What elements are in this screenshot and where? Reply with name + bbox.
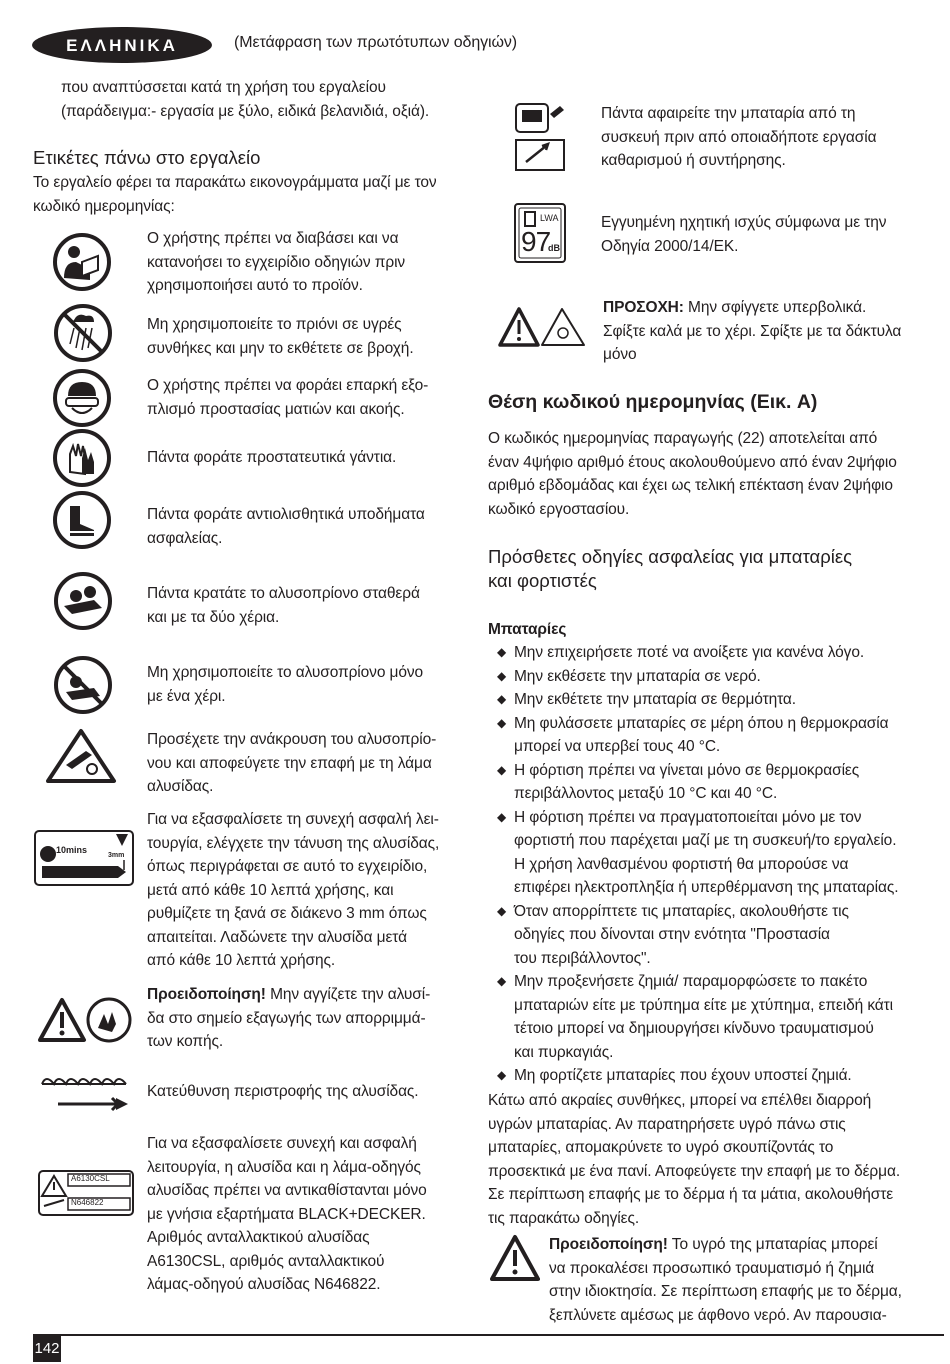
chain-part-number: A6130CSL (71, 1174, 110, 1183)
text-line: τέτοιο μπορεί να δημιουργήσει κίνδυνο τραυματισμού (514, 1020, 874, 1037)
list-item (488, 712, 928, 759)
icon-description (147, 503, 425, 550)
list-item (488, 641, 928, 665)
caution-tighten-icon (498, 305, 586, 349)
text-fragment: Μην αγγίζετε την αλυσί- (265, 986, 431, 1003)
kickback-warning-icon (44, 727, 118, 785)
text-line: λάμας-οδηγού αλυσίδας N646822. (147, 1276, 381, 1293)
footer-rule (33, 1334, 944, 1336)
text-line: συσκευή πριν από οποιαδήποτε εργασία (601, 128, 877, 146)
text-line: ασφαλείας. (147, 529, 223, 547)
text-line: όπως περιγράφεται σε αυτό το εγχειρίδιο, (147, 858, 428, 875)
heading-line: Πρόσθετες οδηγίες ασφαλείας για μπαταρίες (488, 546, 853, 567)
text-line: φορτιστή που παρέχεται μαζί με τη συσκευή/το εργαλείο. (514, 832, 897, 849)
replacement-parts-icon (38, 1170, 134, 1216)
text-line: ξεπλύνετε αμέσως με άφθονο νερό. Αν παρουσια- (549, 1306, 887, 1324)
icon-description (147, 1080, 419, 1104)
text-line: ◆ Μην προξενήσετε ζημιά/ παραμορφώσετε το πακέτο (514, 973, 868, 990)
icon-description (147, 582, 420, 629)
date-code-heading: Θέση κωδικού ημερομηνίας (Εικ. A) (488, 391, 818, 413)
text-line: Μη χρησιμοποιείτε το πριόνι σε υγρές (147, 316, 402, 333)
text-line: μπορεί να υπερβεί τους 40 °C. (514, 738, 721, 755)
text-line: ◆ Μη φυλάσσετε μπαταρίες σε μέρη όπου η θερμοκρασία (514, 714, 889, 732)
text-line: ◆ Όταν απορρίπτετε τις μπαταρίες, ακολουθήστε τις (514, 902, 849, 920)
text-line: έναν 4ψήφιο αριθμό έτους ακολουθούμενο από έναν 2ψήφιο (488, 453, 897, 471)
text-line: Κάτω από ακραίες συνθήκες, μπορεί να επέλθει διαρροή (488, 1092, 872, 1109)
icon-description (147, 227, 405, 298)
list-item (488, 665, 928, 689)
text-line: Πάντα φοράτε προστατευτικά γάντια. (147, 449, 397, 466)
heading-line: και φορτιστές (488, 570, 597, 591)
text-line: στην ιδιοκτησία. Σε περίπτωση επαφής με το δέρμα, (549, 1283, 902, 1300)
text-line: Πάντα αφαιρείτε την μπαταρία από τη (601, 105, 856, 122)
text-line (549, 1233, 902, 1257)
lwa-label: LWA (540, 213, 559, 223)
text-line: Ο χρήστης πρέπει να διαβάσει και να (147, 230, 399, 247)
text-line: απαιτείται. Λαδώνετε την αλυσίδα μετά (147, 928, 407, 946)
eye-ear-protection-icon (52, 368, 112, 428)
text-line: Κατεύθυνση περιστροφής της αλυσίδας. (147, 1083, 419, 1100)
labels-heading: Ετικέτες πάνω στο εργαλείο (33, 147, 261, 168)
text-line: με ένα χέρι. (147, 687, 226, 705)
text-line: υγρών μπαταρίας. Αν παρατηρήσετε υγρό πάνω στις (488, 1115, 846, 1133)
remove-battery-icon (512, 100, 568, 172)
sound-value: 97 (521, 226, 551, 257)
text-line: νου και αποφεύγετε την επαφή με τη λάμα (147, 754, 432, 772)
icon-description (147, 446, 396, 470)
icon-description (603, 296, 901, 367)
bar-part-number: N646822 (71, 1198, 104, 1207)
text-line: από κάθε 10 λεπτά χρήσης. (147, 952, 336, 969)
text-line: Σε περίπτωση επαφής με το δέρμα ή τα μάτια, ακολουθήστε (488, 1186, 894, 1203)
chain-tension-icon (34, 830, 134, 886)
text-line: δα στο σημείο εξαγωγής των απορριμμά- (147, 1009, 426, 1027)
text-line: ◆ Μην επιχειρήσετε ποτέ να ανοίξετε για κανένα λόγο. (514, 644, 865, 661)
text-line: Ο χρήστης πρέπει να φοράει επαρκή εξο- (147, 377, 429, 394)
gap-label: 3mm (108, 852, 125, 859)
text-line: να προκαλέσει προσωπικό τραυματισμό ή ζημιά (549, 1259, 875, 1277)
text-line: οδηγίες που δίνονται στην ενότητα "Προστασία (514, 926, 830, 943)
text-line: μόνο (603, 346, 637, 363)
icon-description (147, 661, 423, 708)
icon-description (601, 102, 876, 173)
text-line: ◆ Μην εκθέσετε την μπαταρία σε νερό. (514, 667, 761, 685)
safety-boots-icon (52, 490, 112, 550)
no-rain-icon (52, 302, 114, 364)
sound-power-icon (513, 202, 567, 264)
text-line: ◆ Μην εκθέτετε την μπαταρία σε θερμότητα. (514, 691, 796, 708)
text-line: και με τα δύο χέρια. (147, 608, 280, 626)
text-line: πλισμό προστασίας ματιών και ακοής. (147, 400, 405, 418)
text-line: Η χρήση λανθασμένου φορτιστή θα μπορούσε να (514, 855, 849, 873)
text-line: των κοπής. (147, 1033, 224, 1050)
text-line: ◆ Η φόρτιση πρέπει να γίνεται μόνο σε θερμοκρασίες (514, 761, 860, 779)
text-line: Σφίξτε καλά με το χέρι. Σφίξτε με τα δάκτυλα (603, 322, 902, 340)
text-line: Ο κωδικός ημερομηνίας παραγωγής (22) αποτελείται από (488, 430, 878, 447)
icon-description (147, 374, 428, 421)
labels-intro (33, 171, 437, 218)
text-line: συνθήκες και μην το εκθέτετε σε βροχή. (147, 339, 414, 357)
text-line: κατανοήσει το εγχειρίδιο οδηγιών πριν (147, 253, 406, 271)
date-code-text (488, 427, 897, 521)
text-line: και πυρκαγιάς. (514, 1043, 614, 1061)
chain-direction-icon (38, 1068, 136, 1114)
battery-heading (488, 545, 852, 593)
two-hands-icon (52, 570, 114, 632)
list-item (488, 759, 928, 806)
text-line: χρησιμοποιήσει αυτό το προϊόν. (147, 277, 363, 294)
text-line: προσεκτικά με ένα πανί. Αποφεύγετε την επαφή με το δέρμα. (488, 1162, 901, 1180)
text-line (147, 983, 430, 1007)
text-line: λειτουργία, η αλυσίδα και η λάμα-οδηγός (147, 1158, 421, 1176)
gloves-icon (52, 428, 112, 488)
caution-label: ΠΡΟΣΟΧΗ: (603, 299, 684, 316)
text-line: Πάντα φοράτε αντιολισθητικά υποδήματα (147, 506, 425, 523)
warning-label: Προειδοποίηση! (549, 1236, 668, 1253)
list-item (488, 806, 928, 900)
text-line: μπαταριών είτε με τρύπημα είτε με χτύπημα, επειδή κάτι (514, 996, 894, 1014)
text-line: με γνήσια εξαρτήματα BLACK+DECKER. (147, 1205, 426, 1223)
battery-fluid-warning (549, 1233, 902, 1327)
language-label: ΕΛΛΗΝΙΚΑ (66, 36, 178, 55)
text-line: Πάντα κρατάτε το αλυσοπρίονο σταθερά (147, 585, 420, 602)
text-line (603, 296, 901, 320)
text-line: κωδικό εργοστασίου. (488, 500, 630, 518)
text-line: τουργία, ελέγχετε την τάνυση της αλυσίδας, (147, 834, 440, 852)
sound-unit: dB (548, 243, 560, 253)
text-line: αριθμό εβδομάδας και έχει ως τελική επέκταση έναν 2ψήφιο (488, 477, 893, 494)
text-line: Αριθμός ανταλλακτικού αλυσίδας (147, 1229, 370, 1246)
page-number: 142 (33, 1334, 61, 1362)
text-line: περιβάλλοντος μεταξύ 10 °C και 40 °C. (514, 785, 778, 802)
text-line: ◆ Μη φορτίζετε μπαταρίες που έχουν υποστεί ζημιά. (514, 1067, 852, 1084)
list-item (488, 970, 928, 1064)
icon-description (147, 1132, 427, 1297)
text-line: Για να εξασφαλίσετε συνεχή και ασφαλή (147, 1135, 417, 1152)
text-line: που αναπτύσσεται κατά τη χρήση του εργαλείου (61, 79, 386, 96)
text-line: Προσέχετε την ανάκρουση του αλυσοπρίο- (147, 731, 437, 748)
battery-safety-list (488, 641, 928, 1088)
text-line: αλυσίδας πρέπει να αντικαθίστανται μόνο (147, 1182, 427, 1199)
batteries-subheading: Μπαταρίες (488, 621, 567, 638)
text-line: ◆ Η φόρτιση πρέπει να πραγματοποιείται μόνο με τον (514, 808, 862, 826)
text-line: A6130CSL, αριθμός ανταλλακτικού (147, 1252, 385, 1270)
no-one-hand-icon (52, 654, 114, 716)
read-manual-icon (52, 232, 112, 292)
text-fragment: Το υγρό της μπαταρίας μπορεί (667, 1236, 878, 1253)
interval-label: 10mins (56, 845, 88, 855)
icon-description (601, 211, 886, 258)
intro-text (61, 76, 429, 123)
text-line: Εγγυημένη ηχητική ισχύς σύμφωνα με την (601, 214, 887, 231)
icon-description (147, 313, 414, 360)
icon-description (147, 728, 436, 799)
text-line: ρυθμίζετε τη ξανά σε διάκενο 3 mm όπως (147, 905, 427, 922)
list-item (488, 1064, 928, 1088)
text-line: (παράδειγμα:- εργασία με ξύλο, ειδικά βελανιδιά, οξιά). (61, 102, 430, 120)
text-line: μπαταρίες, απομακρύνετε το υγρό σκουπίζοντάς το (488, 1139, 834, 1156)
text-line: καθαρισμού ή συντήρησης. (601, 152, 786, 169)
list-item (488, 900, 928, 971)
text-line: Οδηγία 2000/14/ΕΚ. (601, 237, 739, 255)
text-line: τις παρακάτω οδηγίες. (488, 1209, 640, 1227)
text-fragment: Μην σφίγγετε υπερβολικά. (683, 299, 867, 316)
list-item (488, 688, 928, 712)
icon-description (147, 983, 430, 1054)
text-line: Μη χρησιμοποιείτε το αλυσοπρίονο μόνο (147, 664, 424, 681)
chain-exit-warning-icon (38, 996, 134, 1044)
translation-note: (Μετάφραση των πρωτότυπων οδηγιών) (234, 34, 518, 51)
warning-label: Προειδοποίηση! (147, 986, 266, 1003)
text-line: Για να εξασφαλίσετε τη συνεχή ασφαλή λει- (147, 811, 439, 828)
icon-description (147, 808, 439, 973)
leak-text (488, 1089, 900, 1230)
text-line: του περιβάλλοντος". (514, 949, 651, 967)
text-line: Το εργαλείο φέρει τα παρακάτω εικονογράμματα μαζί με τον (33, 174, 437, 191)
text-line: κωδικό ημερομηνίας: (33, 197, 175, 215)
text-line: αλυσίδας. (147, 778, 214, 795)
text-line: επιφέρει ηλεκτροπληξία ή υπερθέρμανση της μπαταρίας. (514, 879, 899, 896)
warning-triangle-icon (490, 1234, 540, 1282)
text-line: μετά από κάθε 10 λεπτά χρήσης, και (147, 881, 394, 899)
